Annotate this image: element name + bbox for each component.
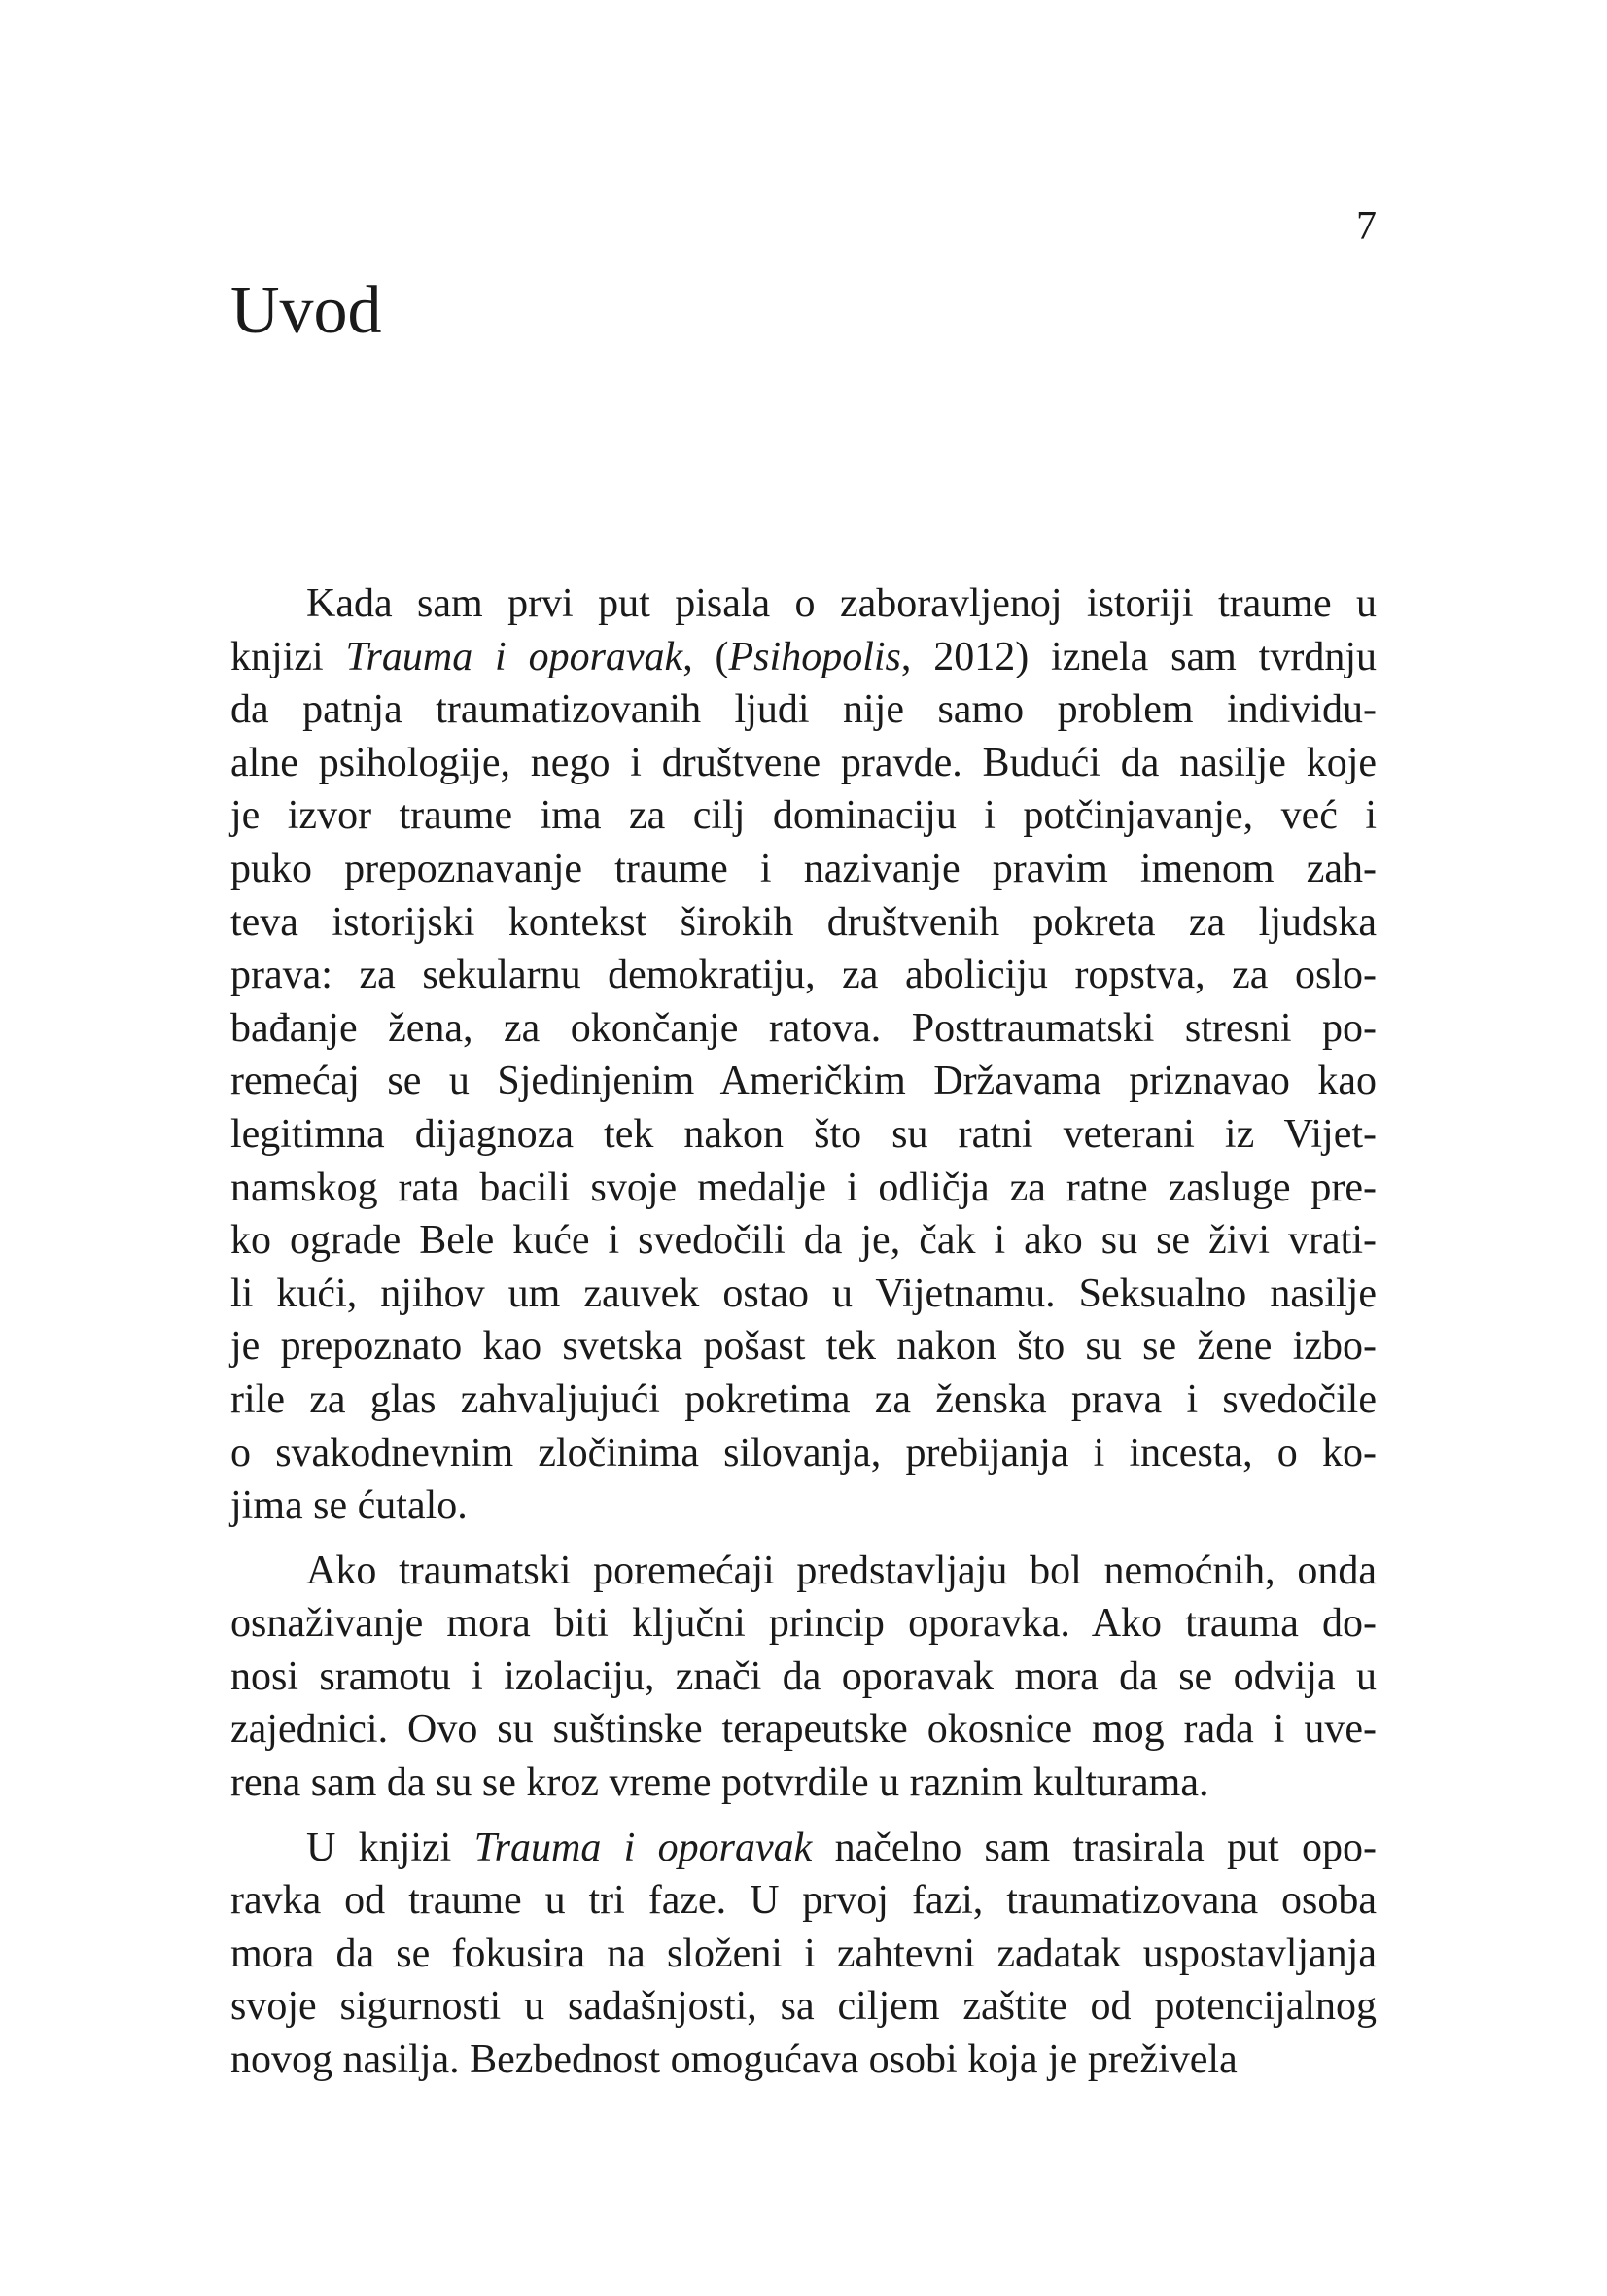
text-line xyxy=(230,1055,1377,1108)
text-run: Kada sam prvi put pisala o zaboravljenoj istoriji traume u xyxy=(306,581,1377,626)
text-run: U knjizi xyxy=(306,1825,474,1870)
paragraph-gap xyxy=(230,1533,1377,1545)
text-line xyxy=(230,631,1377,684)
text-run: bađanje žena, za okončanje ratova. Posttraumatski stresni po- xyxy=(230,1005,1377,1051)
text-run: je izvor traume ima za cilj dominaciju i potčinjavanje, već i xyxy=(230,793,1377,839)
text-line xyxy=(230,1108,1377,1162)
paragraph-gap xyxy=(230,1810,1377,1822)
text-line xyxy=(230,737,1377,790)
text-run: svoje sigurnosti u sadašnjosti, sa ciljem zaštite od potencijalnog xyxy=(230,1984,1377,2030)
text-line xyxy=(230,1874,1377,1928)
body-text xyxy=(230,577,1377,2087)
text-run: legitimna dijagnoza tek nakon što su ratni veterani iz Vijet- xyxy=(230,1111,1377,1157)
text-line xyxy=(230,1479,1377,1533)
chapter-title: Uvod xyxy=(230,273,382,348)
text-run: rile za glas zahvaljujući pokretima za ženska prava i svedočile xyxy=(230,1376,1377,1422)
text-line xyxy=(230,683,1377,737)
italic-text: Trauma i oporavak xyxy=(345,634,683,679)
text-line xyxy=(230,1002,1377,1056)
text-run: li kući, njihov um zauvek ostao u Vijetnamu. Seksualno nasilje xyxy=(230,1270,1377,1316)
text-run: ko ograde Bele kuće i svedočili da je, čak i ako su se živi vrati- xyxy=(230,1218,1377,1264)
text-line xyxy=(230,949,1377,1002)
text-line xyxy=(230,1651,1377,1704)
text-line xyxy=(230,1162,1377,1215)
paragraph xyxy=(230,1545,1377,1810)
text-run: prava: za sekularnu demokratiju, za aboliciju ropstva, za oslo- xyxy=(230,953,1377,998)
text-run: teva istorijski kontekst širokih društvenih pokreta za ljudska xyxy=(230,899,1377,945)
text-line xyxy=(230,1757,1377,1810)
text-line xyxy=(230,1928,1377,1981)
text-run: da patnja traumatizovanih ljudi nije samo problem individu- xyxy=(230,687,1377,733)
text-run: alne psihologije, nego i društvene pravde. Budući da nasilje koje xyxy=(230,740,1377,785)
text-line xyxy=(230,1374,1377,1427)
text-run: mora da se fokusira na složeni i zahtevni zadatak uspostavljanja xyxy=(230,1931,1377,1976)
italic-text: Trauma i oporavak xyxy=(473,1825,813,1870)
text-line xyxy=(230,1597,1377,1651)
page-number: 7 xyxy=(1356,204,1377,249)
text-run: nosi sramotu i izolaciju, znači da oporavak mora da se odvija u xyxy=(230,1653,1377,1699)
text-run: osnaživanje mora biti ključni princip oporavka. Ako trauma do- xyxy=(230,1601,1377,1647)
text-run: puko prepoznavanje traume i nazivanje pravim imenom zah- xyxy=(230,846,1377,891)
text-run: knjizi xyxy=(230,634,346,679)
text-run: zajednici. Ovo su suštinske terapeutske okosnice mog rada i uve- xyxy=(230,1707,1377,1753)
text-run: ravka od traume u tri faze. U prvoj fazi, traumatizovana osoba xyxy=(230,1878,1377,1924)
text-run: novog nasilja. Bezbednost omogućava osobi koja je preživela xyxy=(230,2037,1238,2083)
text-run: Ako traumatski poremećaji predstavljaju bol nemoćnih, onda xyxy=(306,1548,1377,1593)
text-line xyxy=(230,1320,1377,1374)
text-line xyxy=(230,896,1377,950)
text-run: rena sam da su se kroz vreme potvrdile u raznim kulturama. xyxy=(230,1760,1209,1806)
text-line xyxy=(230,1214,1377,1268)
italic-text: Psihopolis xyxy=(728,634,901,679)
text-run: namskog rata bacili svoje medalje i odličja za ratne zasluge pre- xyxy=(230,1165,1377,1210)
text-line xyxy=(230,843,1377,896)
text-run: , ( xyxy=(682,634,729,679)
text-line xyxy=(230,2034,1377,2087)
text-line xyxy=(230,1268,1377,1321)
paragraph xyxy=(230,577,1377,1533)
text-line xyxy=(230,789,1377,843)
text-line xyxy=(230,577,1377,631)
text-line xyxy=(230,1703,1377,1757)
text-line xyxy=(230,1545,1377,1598)
text-line xyxy=(230,1427,1377,1480)
text-line xyxy=(230,1980,1377,2034)
text-run: jima se ćutalo. xyxy=(230,1483,468,1529)
paragraph xyxy=(230,1822,1377,2087)
text-run: je prepoznato kao svetska pošast tek nakon što su se žene izbo- xyxy=(230,1324,1377,1370)
text-line xyxy=(230,1822,1377,1875)
text-run: , 2012) iznela sam tvrdnju xyxy=(900,634,1377,679)
text-run: načelno sam trasirala put opo- xyxy=(812,1825,1378,1870)
text-run: remećaj se u Sjedinjenim Američkim Državama priznavao kao xyxy=(230,1059,1377,1104)
text-run: o svakodnevnim zločinima silovanja, prebijanja i incesta, o ko- xyxy=(230,1430,1377,1476)
